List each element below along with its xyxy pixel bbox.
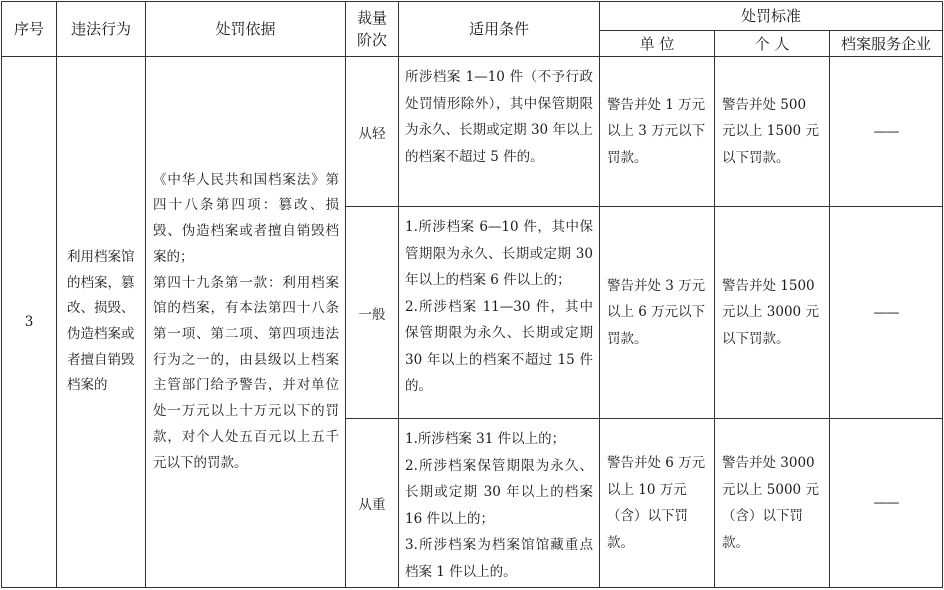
level-heavy: 从重 (346, 419, 399, 588)
individual-penalty-normal: 警告并处 1500 元以上 3000 元以下罚款。 (715, 207, 830, 419)
enterprise-penalty-normal: —— (830, 207, 943, 419)
condition-normal: 1.所涉档案 6—10 件，其中保管期限为永久、长期或定期 30 年以上的档案 6 件以上的； 2.所涉档案 11—30 件，其中保管期限为永久、长期或定期 30 年以上的档案不超过 15 件的。 (399, 207, 600, 419)
unit-penalty-light: 警告并处 1 万元以上 3 万元以下罚款。 (600, 57, 715, 207)
condition-light: 所涉档案 1—10 件（不予行政处罚情形除外），其中保管期限为永久、长期或定期 30 年以上的档案不超过 5 件的。 (399, 57, 600, 207)
penalty-table (1, 1, 943, 588)
header-serial: 序号 (2, 2, 57, 57)
header-violation: 违法行为 (57, 2, 146, 57)
unit-penalty-normal: 警告并处 3 万元以上 6 万元以下罚款。 (600, 207, 715, 419)
header-individual: 个 人 (715, 31, 830, 57)
basis-cell: 《中华人民共和国档案法》第四十八条第四项：篡改、损毁、伪造档案或者擅自销毁档案的； 第四十九条第一款：利用档案馆的档案，有本法第四十八条第一项、第二项、第四项违法行为之一的，由县级以上档案主管部门给予警告，并对单位处一万元以上十万元以下的罚款，对个人处五百元以上五千元以下的罚款。 (146, 57, 346, 588)
unit-penalty-heavy: 警告并处 6 万元以上 10 万元（含）以下罚款。 (600, 419, 715, 588)
violation-cell: 利用档案馆的档案，篡改、损毁、伪造档案或者擅自销毁档案的 (57, 57, 146, 588)
table-row (2, 57, 943, 207)
serial-cell: 3 (2, 57, 57, 588)
header-basis: 处罚依据 (146, 2, 346, 57)
header-standard: 处罚标准 (600, 2, 943, 31)
level-light: 从轻 (346, 57, 399, 207)
individual-penalty-light: 警告并处 500 元以上 1500 元以下罚款。 (715, 57, 830, 207)
individual-penalty-heavy: 警告并处 3000 元以上 5000 元（含）以下罚款。 (715, 419, 830, 588)
header-enterprise: 档案服务企业 (830, 31, 943, 57)
enterprise-penalty-light: —— (830, 57, 943, 207)
condition-heavy: 1.所涉档案 31 件以上的； 2.所涉档案保管期限为永久、长期或定期 30 年以上的档案 16 件以上的； 3.所涉档案为档案馆馆藏重点档案 1 件以上的。 (399, 419, 600, 588)
header-level: 裁量 阶次 (346, 2, 399, 57)
header-unit: 单 位 (600, 31, 715, 57)
level-normal: 一般 (346, 207, 399, 419)
header-condition: 适用条件 (399, 2, 600, 57)
enterprise-penalty-heavy: —— (830, 419, 943, 588)
